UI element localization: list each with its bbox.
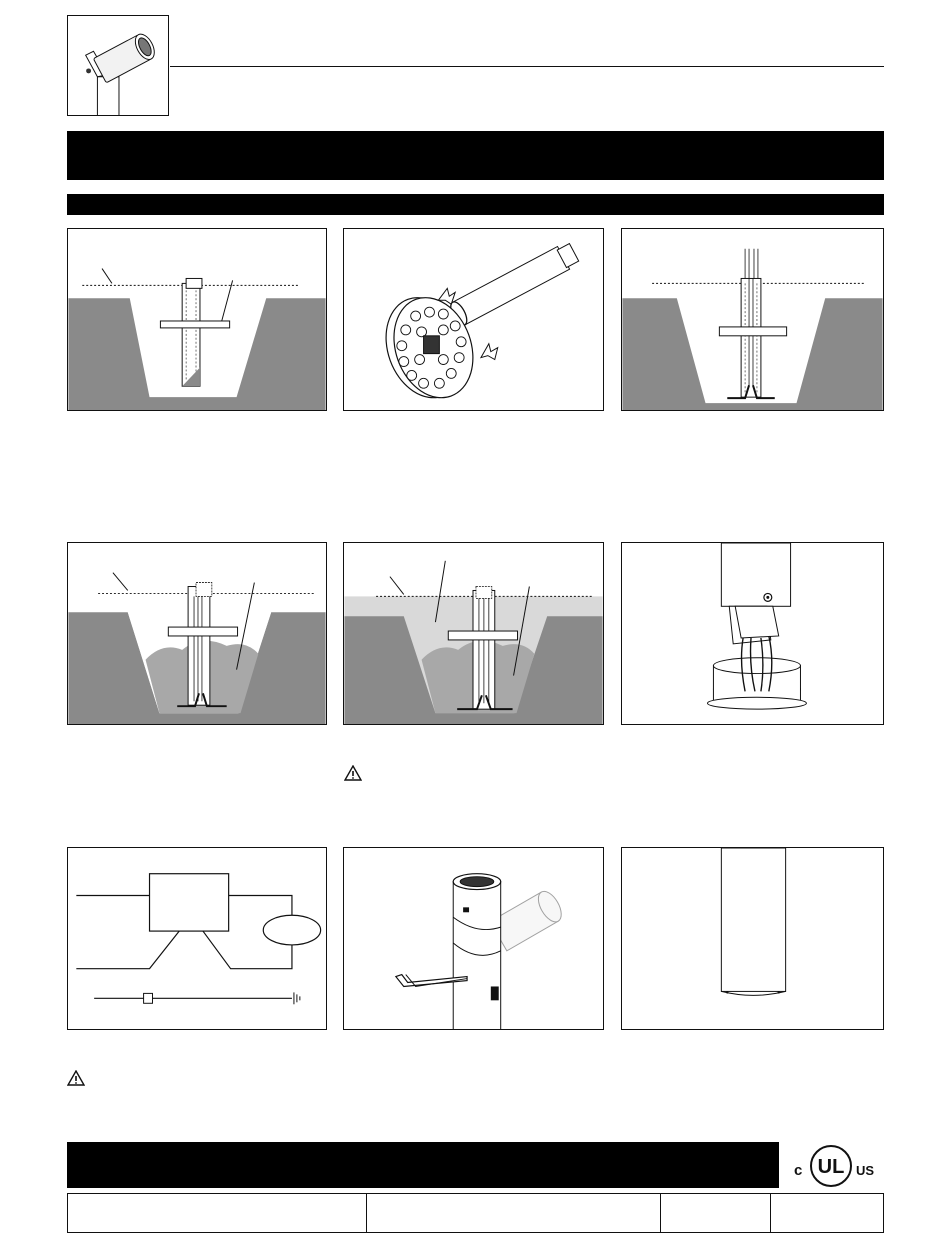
title-bar (67, 131, 884, 180)
footer-cell-4 (771, 1194, 883, 1232)
footer-table (67, 1193, 884, 1233)
fixture-onto-stake-diagram (622, 543, 883, 724)
c-ul-us-mark (790, 1142, 885, 1190)
stake-and-disk-assembly-diagram (344, 229, 603, 410)
footer-cell-3 (661, 1194, 771, 1232)
soil-backfill-diagram (344, 543, 603, 724)
panel-step-1 (67, 228, 327, 411)
panel-step-8 (343, 847, 604, 1030)
hex-key-adjust-diagram (344, 848, 603, 1029)
stake-in-trench-diagram (68, 229, 326, 410)
finished-post-diagram (622, 848, 883, 1029)
wiring-schematic-diagram (68, 848, 326, 1029)
gravel-backfill-diagram (68, 543, 326, 724)
footer-cell-2 (367, 1194, 661, 1232)
warning-triangle-icon (344, 765, 362, 786)
stake-with-wires-diagram (622, 229, 883, 410)
section-bar (67, 194, 884, 215)
spotlight-fixture-icon (68, 16, 168, 115)
panel-step-5 (343, 542, 604, 725)
panel-step-9 (621, 847, 884, 1030)
ul-us-letters: US (856, 1163, 875, 1178)
panel-step-3 (621, 228, 884, 411)
header-rule (170, 66, 884, 67)
panel-step-2 (343, 228, 604, 411)
panel-step-7 (67, 847, 327, 1030)
product-thumbnail (67, 15, 169, 116)
ul-center-letters: UL (817, 1156, 845, 1178)
warning-triangle-icon-2 (67, 1070, 85, 1091)
footer-bar (67, 1142, 779, 1188)
panel-step-6 (621, 542, 884, 725)
panel-step-4 (67, 542, 327, 725)
footer-cell-1 (68, 1194, 367, 1232)
ul-c-letter: c (794, 1162, 803, 1179)
